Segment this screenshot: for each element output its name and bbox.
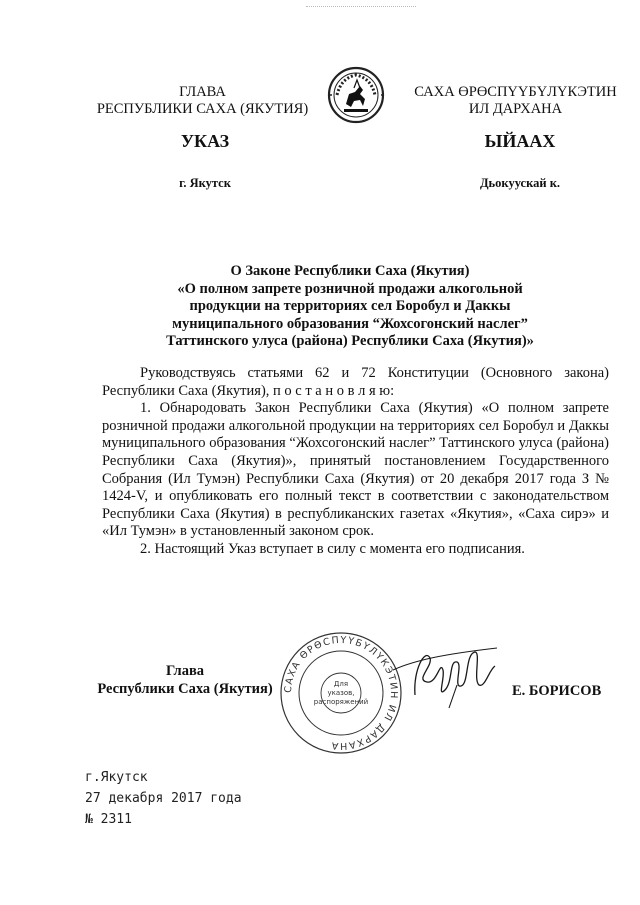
stamp-ring-text: САХА ӨРӨСПҮҮБҮЛҮКЭТИН ИЛ ДАРХАНА [282,634,400,752]
item-1: 1. Обнародовать Закон Республики Саха (Якутия) «О полном запрете розничной продажи алкогольной продукции на территориях сел Боробул и Даккы муниципального образования “Жохсогонский наслег” Таттинского улуса (района) Республики Саха (Якутия)», принятый постановлением Государственного Собрания (Ил Тумэн) Республики Саха (Якутия) от 20 декабря 2017 года З № 1424-V, и опубликовать его полный текст в соответствии с законодательством Республики Саха (Якутия) в республиканских газетах «Якутия», «Саха сирэ» и «Ил Тумэн» в установленный законом срок. [102,400,609,540]
title-line: О Законе Республики Саха (Якутия) [230,263,470,279]
city-ru: г. Якутск [179,176,231,190]
handwritten-signature [385,640,505,710]
header-right-line2: ИЛ ДАРХАНА [468,101,563,117]
footer-number: № 2311 [85,812,132,827]
coat-of-arms-icon [327,66,385,124]
registration-info [85,767,345,830]
signatory-title-line2: Республики Саха (Якутия) [97,681,273,697]
decree-body [102,365,609,559]
stamp-center-line1: Для [333,680,349,688]
item-2: 2. Настоящий Указ вступает в силу с момента его подписания. [140,540,525,557]
header-left-line1: ГЛАВА [179,84,226,100]
stamp-center-line3: распоряжений [313,698,369,706]
signatory-title-line1: Глава [165,663,205,679]
scan-artifact [306,6,416,11]
header-right-line1: САХА ӨРӨСПҮҮБҮЛҮКЭТИН [414,84,617,100]
signatory-title [95,662,275,698]
header-right [403,84,628,118]
header-left [90,84,315,118]
doc-type-ru: УКАЗ [180,131,230,151]
title-line: «О полном запрете розничной продажи алкогольной [177,280,523,297]
city-sakha: Дьокуускай к. [479,176,561,190]
preamble: Руководствуясь статьями 62 и 72 Конституции (Основного закона) Республики Саха (Якутия), п о с т а н о в л я ю: [102,365,609,399]
stamp-center-line2: указов, [327,689,355,697]
signatory-name: Е. БОРИСОВ [512,683,602,699]
header-left-line2: РЕСПУБЛИКИ САХА (ЯКУТИЯ) [96,101,309,117]
footer-date: 27 декабря 2017 года [85,791,242,806]
decree-title [110,263,590,351]
title-line: Таттинского улуса (района) Республики Саха (Якутия)» [166,333,534,349]
doc-type-sakha: ЫЙААХ [484,131,556,151]
title-line: муниципального образования “Жохсогонский наслег” [172,315,528,332]
title-line: продукции на территориях сел Боробул и Даккы [189,298,511,314]
footer-city: г.Якутск [85,770,148,785]
